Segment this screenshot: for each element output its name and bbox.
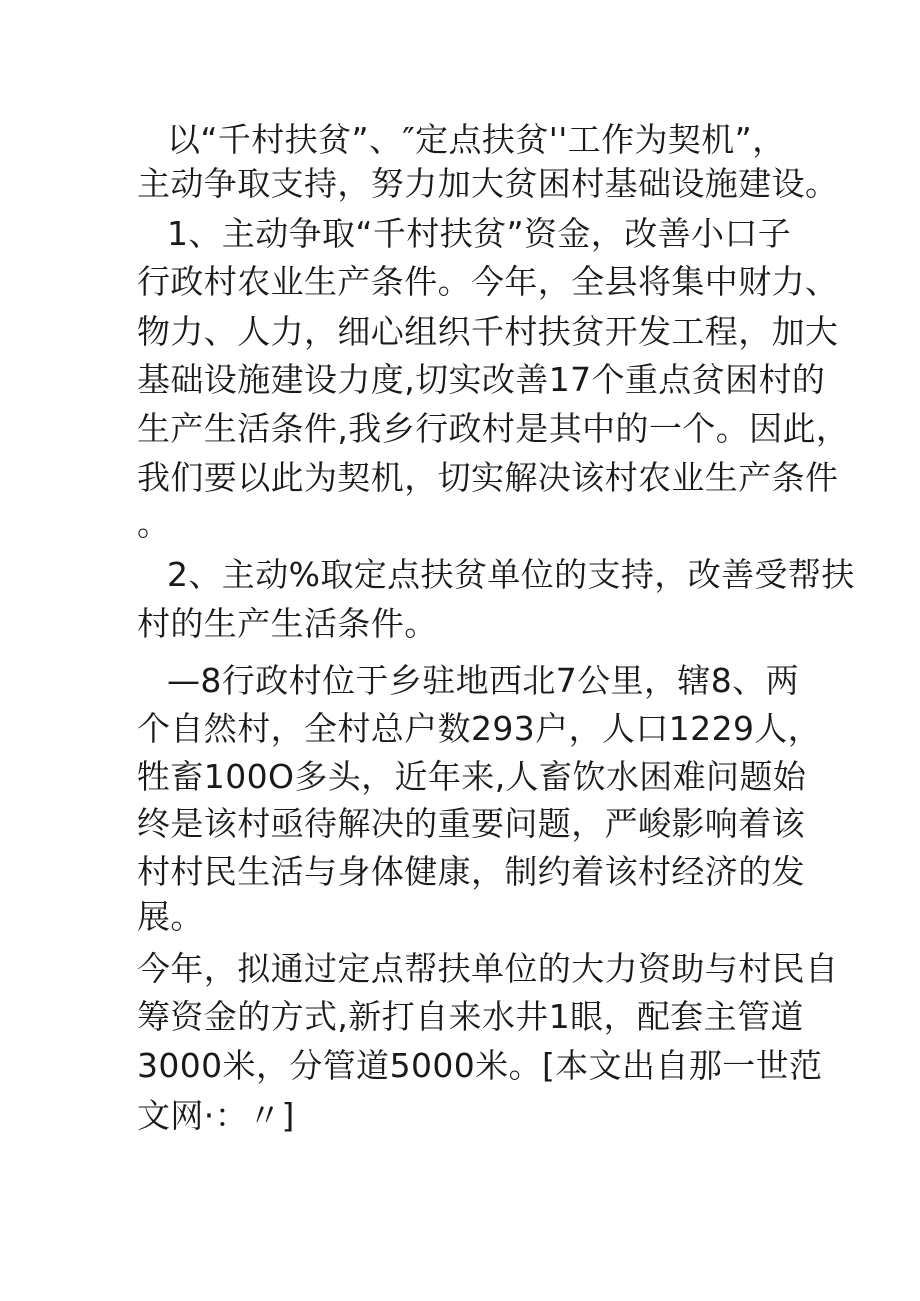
- intro-line-1: 以“千村扶贫”、″定点扶贫''工作为契机”，: [167, 120, 786, 159]
- village-line-2: 个自然村，全村总户数293户，人口1229人，: [137, 709, 822, 748]
- village-line-5: 村村民生活与身体健康，制约着该村经济的发: [137, 852, 805, 891]
- item-1-line-7: 。: [137, 504, 171, 543]
- item-2-line-1: 2、主动%取定点扶贫单位的支持，改善受帮扶: [167, 555, 855, 594]
- item-1-line-4: 基础设施建设力度,切实改善17个重点贫困村的: [137, 360, 826, 399]
- item-1-line-6: 我们要以此为契机，切实解决该村农业生产条件: [137, 458, 839, 497]
- village-line-4: 终是该村亟待解决的重要问题，严峻影响着该: [137, 804, 805, 843]
- plan-line-3: 3000米，分管道5000米。[本文出自那一世范: [137, 1046, 823, 1085]
- item-1-line-3: 物力、人力，细心组织千村扶贫开发工程，加大: [137, 312, 839, 351]
- plan-line-4: 文网·：〃]: [137, 1096, 295, 1135]
- item-1-line-1: 1、主动争取“千村扶贫”资金，改善小口子: [167, 214, 792, 253]
- item-1-line-5: 生产生活条件,我乡行政村是其中的一个。因此，: [137, 409, 850, 448]
- intro-line-2: 主动争取支持，努力加大贫困村基础设施建设。: [137, 164, 839, 203]
- item-2-line-2: 村的生产生活条件。: [137, 604, 438, 643]
- plan-line-1: 今年，拟通过定点帮扶单位的大力资助与村民自: [137, 949, 839, 988]
- item-1-line-2: 行政村农业生产条件。今年，全县将集中财力、: [137, 262, 839, 301]
- plan-line-2: 筹资金的方式,新打自来水井1眼，配套主管道: [137, 997, 804, 1036]
- village-line-3: 牲畜100O多头，近年来,人畜饮水困难问题始: [137, 757, 807, 796]
- village-line-1: —8行政村位于乡驻地西北7公里，辖8、两: [167, 661, 799, 700]
- village-line-6: 展。: [137, 897, 204, 936]
